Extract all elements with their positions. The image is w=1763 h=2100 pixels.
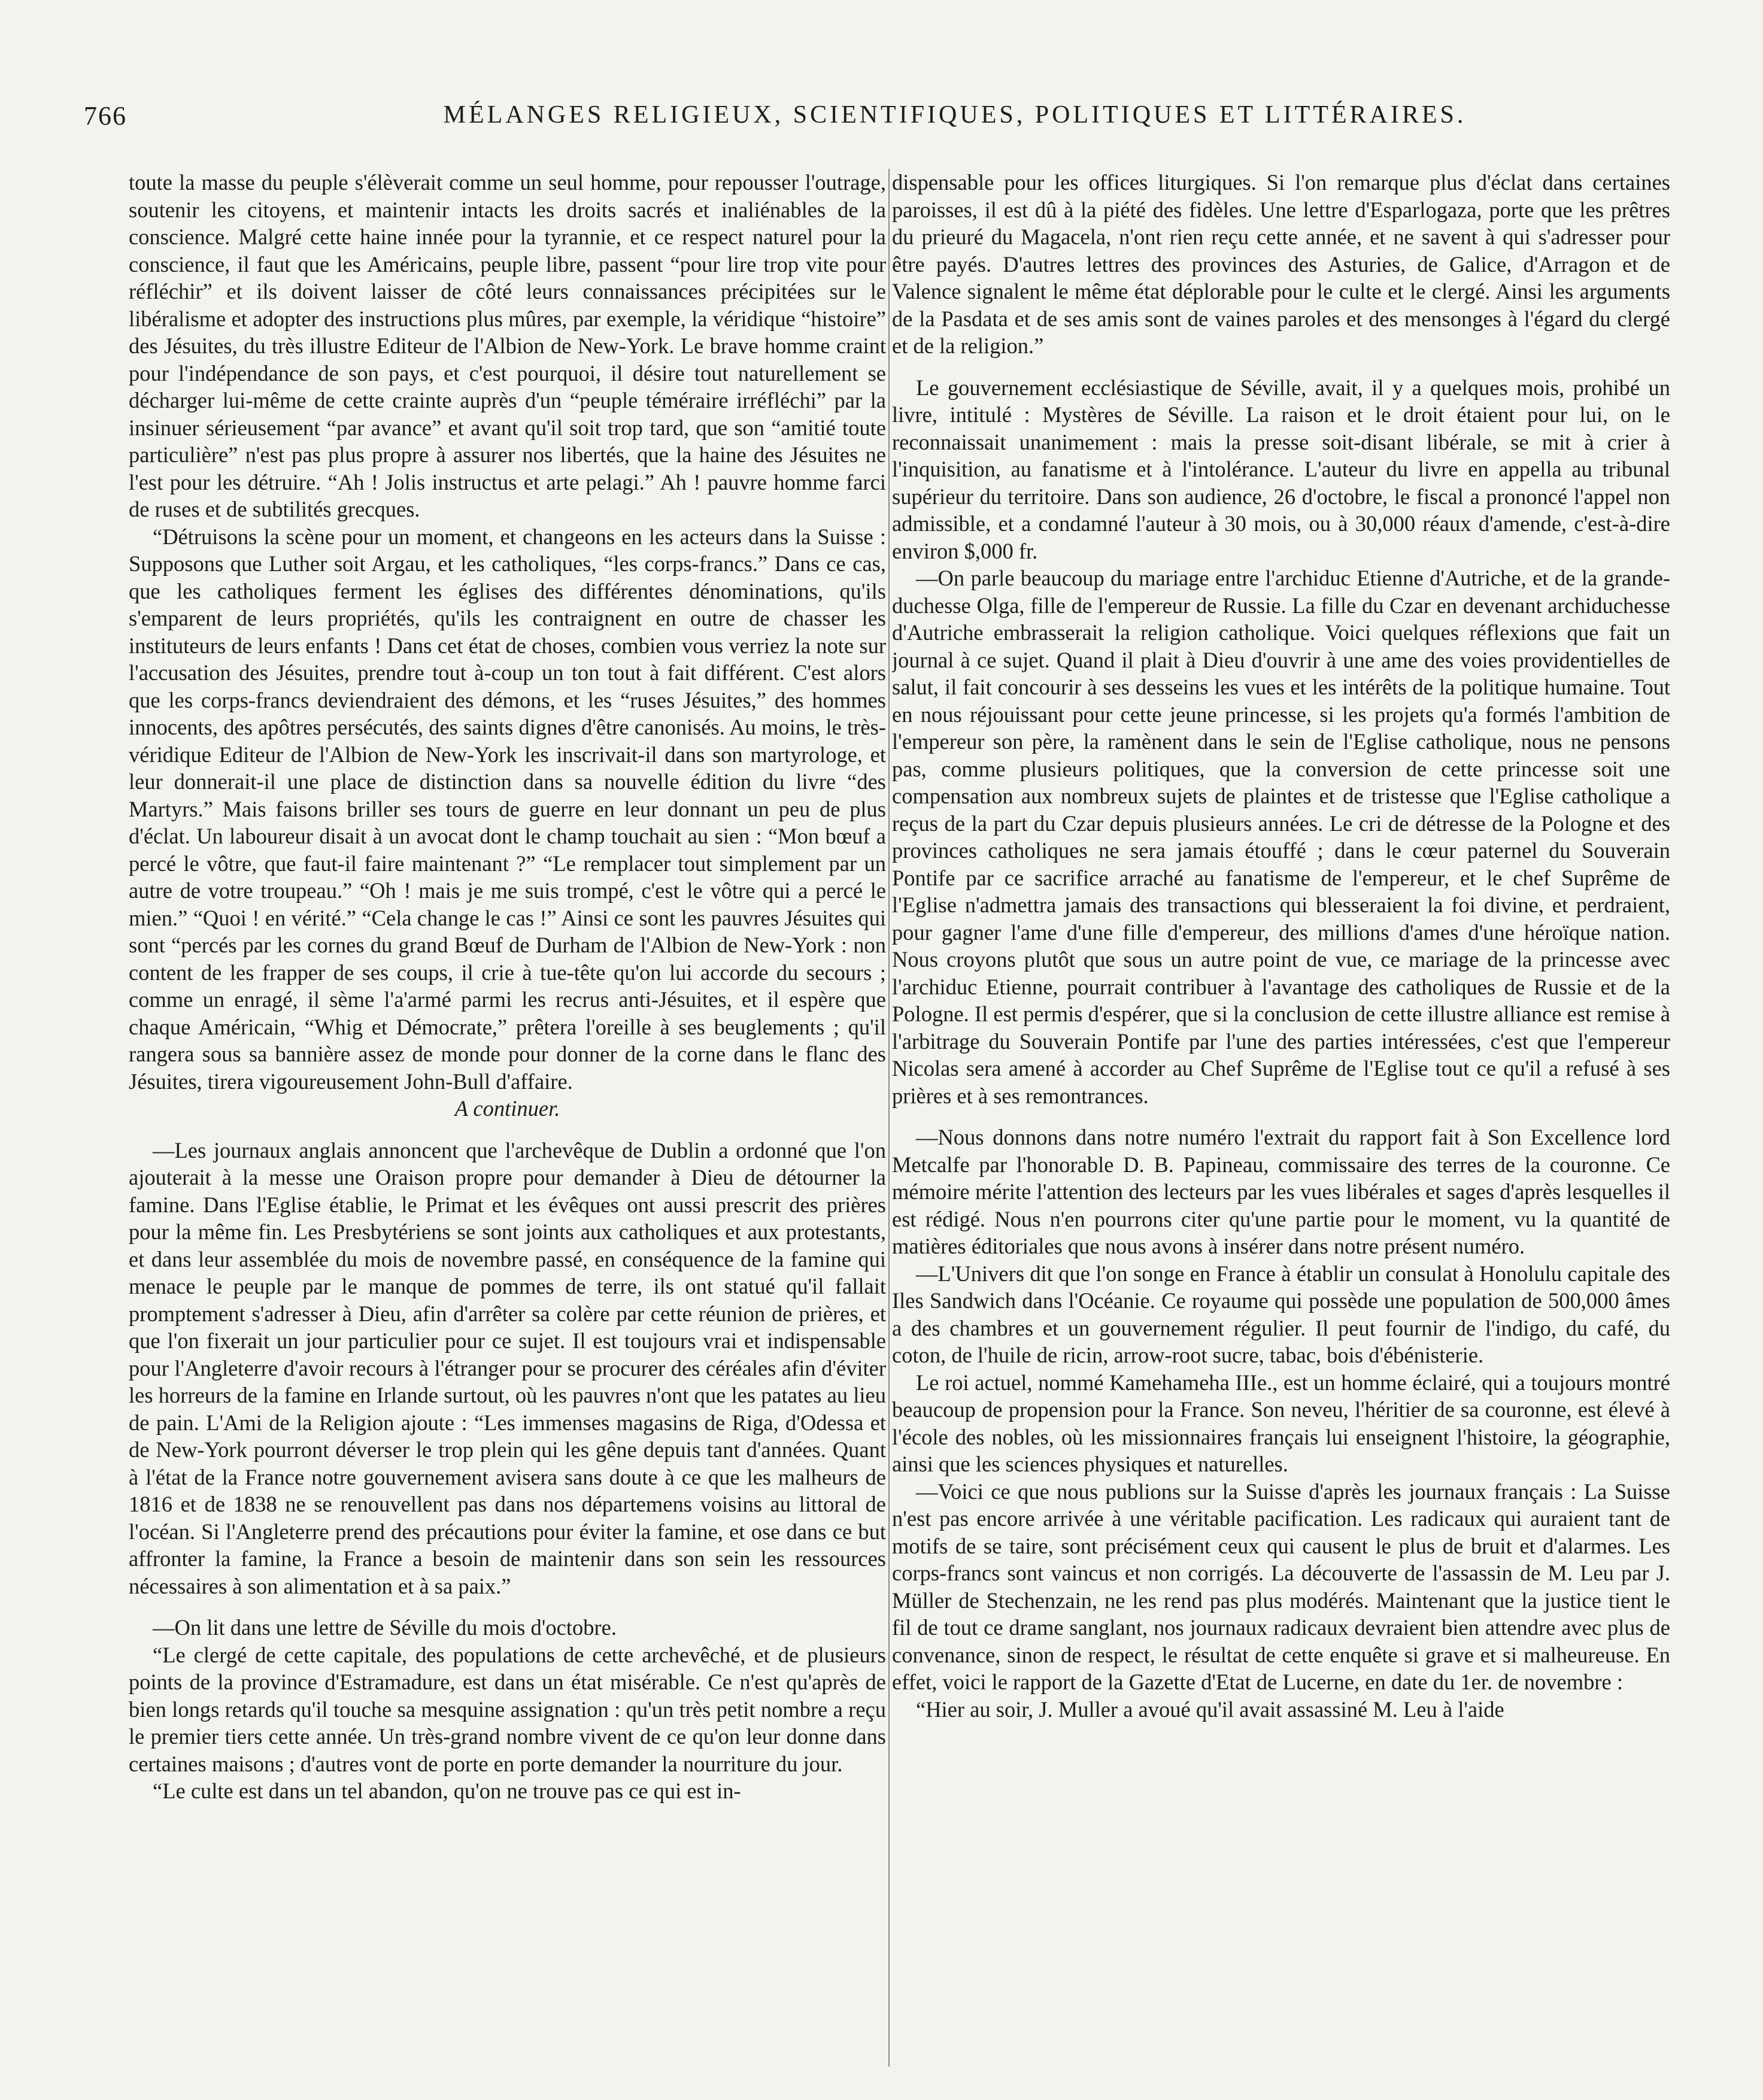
left-column	[129, 169, 886, 2066]
article-paragraph: “Le clergé de cette capitale, des populations de cette archevêché, et de plusieurs points de la province d'Estramadure, est dans un état misérable. Ce n'est qu'après de bien longs retards qu'il touche sa mesquine assignation : qu'un très petit nombre a reçu le premier tiers cette année. Un très-grand nombre vivent de ce qu'on leur donne dans certaines maisons ; d'autres vont de porte en porte demander la nourriture du jour.	[129, 1642, 886, 1776]
page-header	[84, 101, 1694, 148]
right-column	[892, 169, 1670, 2066]
article-paragraph: “Détruisons la scène pour un moment, et changeons en les acteurs dans la Suisse : Supposons que Luther soit Argau, et les catholiques, “les corps-francs.” Dans ce cas, que les catholiques ferment les églises des différentes dénominations, qu'ils s'emparent de leurs propriétés, qu'ils les contraignent en outre de chasser les instituteurs de leurs enfants ! Dans cet état de choses, combien vous verriez la note sur l'accusation des Jésuites, prendre tout à-coup un ton tout à fait différent. C'est alors que les corps-francs deviendraient des démons, et les “ruses Jésuites,” des hommes innocents, des apôtres persécutés, des saints dignes d'être canonisés. Au moins, le très-véridique Editeur de l'Albion de New-York les inscrivait-il dans son martyrologe, et leur donnerait-il une place de distinction dans sa nouvelle édition du livre “des Martyrs.” Mais faisons briller ses tours de guerre en leur donnant un peu de plus d'éclat. Un laboureur disait à un avocat dont le champ touchait au sien : “Mon bœuf a percé le vôtre, que faut-il faire maintenant ?” “Le remplacer tout simplement par un autre de votre troupeau.” “Oh ! mais je me suis trompé, c'est le vôtre qui a percé le mien.” “Quoi ! en vérité.” “Cela change le cas !” Ainsi ce sont les pauvres Jésuites qui sont “percés par les cornes du grand Bœuf de Durham de l'Albion de New-York : non content de les frapper de ses coups, il crie à tue-tête qu'on lui accorde du secours ; comme un enragé, il sème l'a'armé parmi les recrus anti-Jésuites, et il espère que chaque Américain, “Whig et Démocrate,” prêtera l'oreille à ses beuglements ; qu'il rangera sous sa bannière assez de monde pour donner de la corne dans le flanc des Jésuites, tirera vigoureusement John-Bull d'affaire.	[129, 524, 886, 1094]
article-paragraph: “Le culte est dans un tel abandon, qu'on ne trouve pas ce qui est in-	[153, 1779, 741, 1803]
news-item-famine: —Les journaux anglais annoncent que l'archevêque de Dublin a ordonné que l'on ajouterait à la messe une Oraison propre pour demander à Dieu de détourner la famine. Dans l'Eglise établie, le Primat et les évêques ont aussi prescrit des prières pour la même fin. Les Presbytériens se sont joints aux catholiques et aux protestants, et dans leur assemblée du mois de novembre passé, en conséquence de la famine qui menace le peuple par le manque de pommes de terre, ils ont statué qu'il fallait promptement s'adresser à Dieu, afin d'arrêter sa colère par cette réunion de prières, et que l'on fixerait un jour particulier pour ce sujet. Il est toujours vrai et indispensable pour l'Angleterre d'avoir recours à l'étranger pour se procurer des céréales afin d'éviter les horreurs de la famine en Irlande surtout, où les pauvres n'ont que les patates au lieu de pain. L'Ami de la Religion ajoute : “Les immenses magasins de Riga, d'Odessa et de New-York pourront déverser le trop plein qui les gêne depuis tant d'années. Quant à l'état de la France notre gouvernement avisera sans doute à ce que les malheurs de 1816 et de 1838 ne se renouvellent pas dans nos départemens voisins au littoral de l'océan. Si l'Angleterre prend des précautions pour éviter la famine, et ose dans ce but affronter la famine, la France a besoin de maintenir dans son sein les ressources nécessaires à son alimentation et à sa paix.”	[129, 1137, 886, 1598]
news-item-seville-intro: —On lit dans une lettre de Séville du mois d'octobre.	[153, 1615, 617, 1640]
continuation-note	[129, 1095, 886, 1122]
column-divider	[888, 169, 890, 2066]
news-item-honolulu: —L'Univers dit que l'on songe en France à établir un consulat à Honolulu capitale des Iles Sandwich dans l'Océanie. Ce royaume qui possède une population de 500,000 âmes a des chambres et un gouvernement régulier. Il peut fournir de l'indigo, du café, du coton, de l'huile de ricin, arrow-root sucre, tabac, bois d'ébénisterie.	[892, 1261, 1670, 1367]
news-item-suisse: —Voici ce que nous publions sur la Suisse d'après les journaux français : La Suisse n'est pas encore arrivée à une véritable pacification. Les radicaux qui auraient tant de motifs de se taire, sont précisément ceux qui causent le plus de bruit et d'alarmes. Les corps-francs sont vaincus et non corrigés. La découverte de l'assassin de M. Leu par J. Müller de Stechenzain, ne les rend pas plus modérés. Maintenant que la justice tient le fil de tout ce drame sanglant, nos journaux radicaux devraient bien attendre avec plus de convenance, sinon de respect, le résultat de cette enquête si grave et si malheureuse. En effet, voici le rapport de la Gazette d'Etat de Lucerne, en date du 1er. de novembre :	[892, 1479, 1670, 1694]
article-paragraph: “Hier au soir, J. Muller a avoué qu'il avait assassiné M. Leu à l'aide	[916, 1697, 1504, 1722]
news-item-papineau-report: —Nous donnons dans notre numéro l'extrait du rapport fait à Son Excellence lord Metcalfe par l'honorable D. B. Papineau, commissaire des terres de la couronne. Ce mémoire mérite l'attention des lecteurs par les vues libérales et sages d'après lesquelles il est rédigé. Nous n'en pourrons citer qu'une partie pour le moment, vu la quantité de matières éditoriales que nous avons à insérer dans notre présent numéro.	[892, 1125, 1670, 1258]
article-paragraph: dispensable pour les offices liturgiques. Si l'on remarque plus d'éclat dans certaines paroisses, il est dû à la piété des fidèles. Une lettre d'Esparlogaza, porte que les prêtres du prieuré du Magacela, n'ont rien reçu cette année, et ne savent à qui s'adresser pour être payés. D'autres lettres des provinces des Asturies, de Galice, d'Arragon et de Valence signalent le même état déplorable pour le culte et le clergé. Ainsi les arguments de la Pasdata et de ses amis sont de vaines paroles et des mensonges à l'égard du clergé et de la religion.”	[892, 170, 1670, 358]
continuation-text: A continuer.	[454, 1096, 560, 1121]
page-number: 766	[84, 101, 127, 131]
article-paragraph: toute la masse du peuple s'élèverait comme un seul homme, pour repousser l'outrage, soutenir les citoyens, et maintenir intacts les droits sacrés et inaliénables de la conscience. Malgré cette haine innée pour la tyrannie, et ce respect naturel pour la conscience, il faut que les Américains, peuple libre, passent “pour lire trop vite pour réfléchir” et ils doivent laisser de côté leurs connaissances précipitées sur le libéralisme et adopter des instructions plus mûres, par exemple, la véridique “histoire” des Jésuites, du très illustre Editeur de l'Albion de New-York. Le brave homme craint pour l'indépendance de son pays, et c'est pourquoi, il désire tout naturellement se décharger lui-même de cette crainte auprès d'un “peuple téméraire irréfléchi” par la insinuer sérieusement “par avance” et avant qu'il soit trop tard, que son “amitié toute particulière” n'est pas plus propre à assurer nos libertés, que la haine des Jésuites ne l'est pour les détruire. “Ah ! Jolis instructus et arte pelagi.” Ah ! pauvre homme farci de ruses et de subtilités grecques.	[129, 170, 886, 521]
article-paragraph: Le roi actuel, nommé Kamehameha IIIe., est un homme éclairé, qui a toujours montré beaucoup de propension pour la France. Son neveu, l'héritier de sa couronne, est élevé à l'école des nobles, où les missionnaires français lui enseignent l'histoire, la géographie, ainsi que les sciences physiques et naturelles.	[892, 1370, 1670, 1476]
news-item-marriage: —On parle beaucoup du mariage entre l'archiduc Etienne d'Autriche, et de la grande-duchesse Olga, fille de l'empereur de Russie. La fille du Czar en devenant archiduchesse d'Autriche embrasserait la religion catholique. Voici quelques réflexions que fait un journal à ce sujet. Quand il plait à Dieu d'ouvrir à une ame des voies providentielles de salut, il fait concourir à ses desseins les vues et les intérêts de la politique humaine. Tout en nous réjouissant pour cette jeune princesse, si les projets qu'a formés l'ambition de l'empereur son père, la ramènent dans le sein de l'Eglise catholique, nous ne pensons pas, comme plusieurs politiques, que la conversion de cette princesse soit une compensation aux nombreux sujets de plaintes et de tristesse que l'Eglise catholique a reçus de la part du Czar depuis plusieurs années. Le cri de détresse de la Pologne et des provinces catholiques ne sera jamais étouffé ; dans le cœur paternel du Souverain Pontife par ce sacrifice arraché au fanatisme de l'empereur, et le chef Suprême de l'Eglise n'admettra jamais des transactions qui blesseraient la foi divine, et perdraient, pour gagner l'ame d'une fille d'empereur, des millions d'ames d'une héroïque nation. Nous croyons plutôt que sous un autre point de vue, ce mariage de la princesse avec l'archiduc Etienne, pourrait contribuer à l'avantage des catholiques de Russie et de la Pologne. Il est permis d'espérer, que si la conclusion de cette illustre alliance est remise à l'arbitrage du Souverain Pontife par l'une des parties intéressées, c'est que l'empereur Nicolas sera amené à accorder au Chef Suprême de l'Eglise tout ce qu'il a refusé à ses prières et à ses remontrances.	[892, 566, 1670, 1108]
news-item-seville-book: Le gouvernement ecclésiastique de Séville, avait, il y a quelques mois, prohibé un livre, intitulé : Mystères de Séville. La raison et le droit étaient pour lui, on le reconnaissait unanimement : mais la presse soit-disant libérale, se mit à crier à l'inquisition, au fanatisme et à l'intolérance. L'auteur du livre en appella au tribunal supérieur du territoire. Dans son audience, 26 d'octobre, le fiscal a prononcé l'appel non admissible, et a condamné l'auteur à 30 mois, ou à 30,000 réaux d'amende, c'est-à-dire environ $,000 fr.	[892, 375, 1670, 563]
running-title: MÉLANGES RELIGIEUX, SCIENTIFIQUES, POLITIQUES ET LITTÉRAIRES.	[443, 101, 1467, 129]
